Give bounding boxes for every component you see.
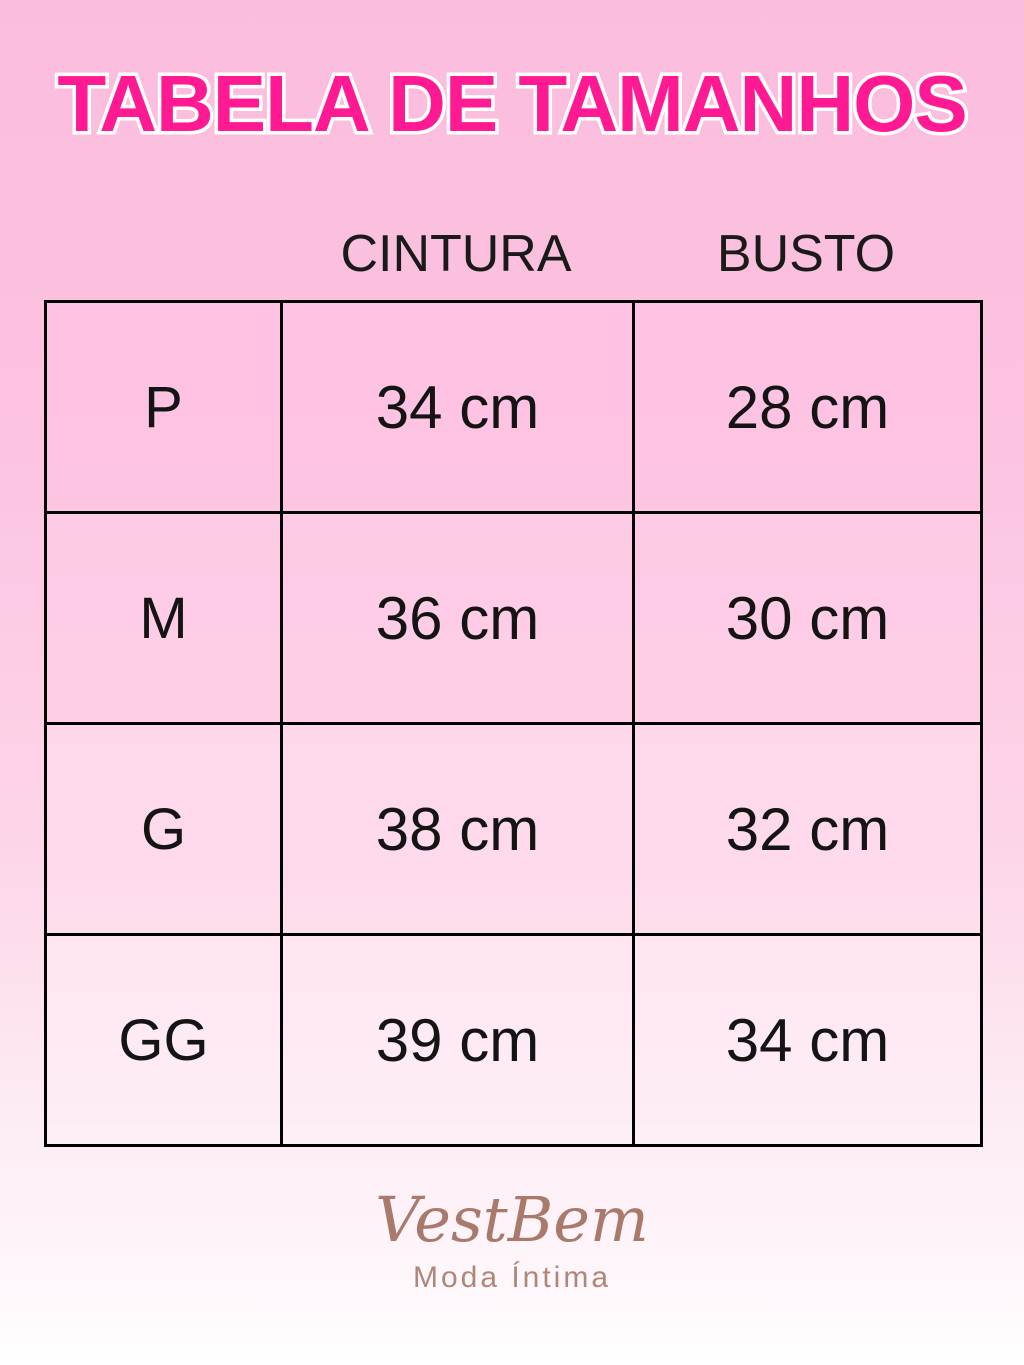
cell-bust: 32 cm: [634, 724, 982, 935]
cell-waist: 38 cm: [282, 724, 634, 935]
cell-waist: 36 cm: [282, 513, 634, 724]
cell-size: GG: [46, 935, 282, 1146]
cell-size: G: [46, 724, 282, 935]
table-row: [46, 513, 982, 724]
brand-logo: [0, 1185, 1024, 1295]
table-column-headers: [44, 224, 980, 284]
table-row: [46, 724, 982, 935]
cell-waist: 34 cm: [282, 302, 634, 513]
table-row: [46, 302, 982, 513]
cell-bust: 34 cm: [634, 935, 982, 1146]
column-header-bust: BUSTO: [716, 225, 896, 283]
cell-waist: 39 cm: [282, 935, 634, 1146]
cell-bust: 28 cm: [634, 302, 982, 513]
column-header-waist: CINTURA: [340, 225, 572, 283]
cell-size: P: [46, 302, 282, 513]
table-row: [46, 935, 982, 1146]
cell-bust: 30 cm: [634, 513, 982, 724]
size-table: [44, 300, 983, 1147]
brand-tagline: Moda Íntima: [412, 1261, 612, 1294]
cell-size: M: [46, 513, 282, 724]
brand-name: VestBem: [375, 1183, 649, 1256]
page-title: TABELA DE TAMANHOS: [57, 59, 967, 148]
